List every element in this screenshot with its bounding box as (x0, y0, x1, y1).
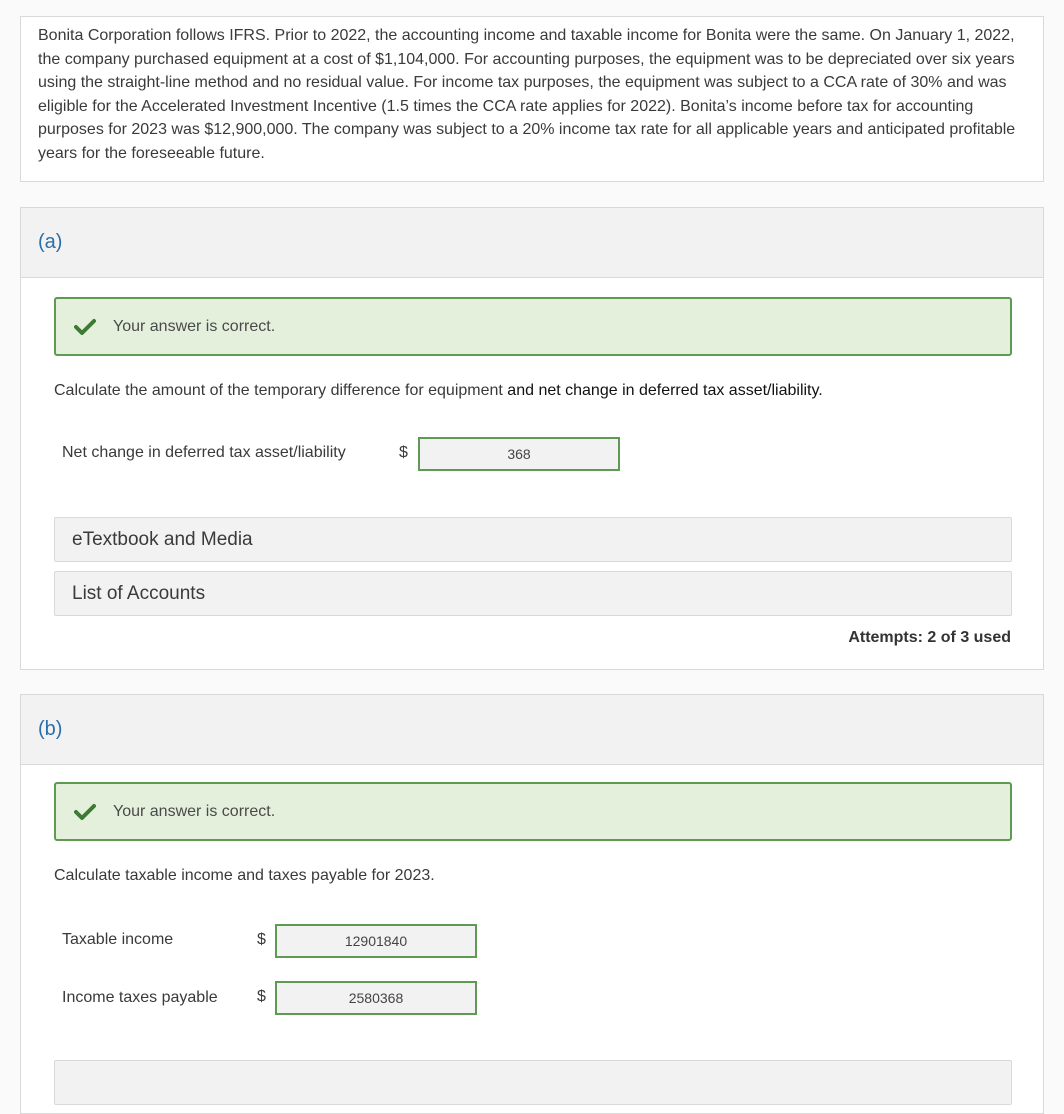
income-taxes-payable-currency: $ (257, 988, 266, 1005)
problem-statement-card (20, 16, 1044, 182)
part-a-instruction-emphasis: and net change in deferred tax asset/liability. (507, 382, 823, 399)
attempts-counter: Attempts: 2 of 3 used (848, 629, 1011, 646)
part-b-correct-banner (54, 782, 1012, 841)
part-a-header (21, 208, 1043, 278)
part-b-label: (b) (38, 718, 63, 740)
part-a-instruction-text: Calculate the amount of the temporary difference for equipment (54, 382, 508, 399)
part-b-header (21, 695, 1043, 765)
income-taxes-payable-label: Income taxes payable (62, 989, 218, 1006)
part-a-instruction (54, 382, 823, 400)
net-change-label: Net change in deferred tax asset/liability (62, 444, 346, 461)
list-of-accounts-button[interactable]: List of Accounts (54, 571, 1012, 616)
net-change-currency: $ (399, 444, 408, 461)
etextbook-media-button[interactable]: eTextbook and Media (54, 517, 1012, 562)
problem-text: Bonita Corporation follows IFRS. Prior to 2022, the accounting income and taxable income for Bonita were the same. On January 1, 2022, the company purchased equipment at a cost of $1,104,000. For accounting purposes, the equipment was to be depreciated over six years using the straight-line method and no residual value. For income tax purposes, the equipment was subject to a CCA rate of 30% and was eligible for the Accelerated Investment Incentive (1.5 times the CCA rate applies for 2022). Bonita’s income before tax for accounting purposes for 2023 was $12,900,000. The company was subject to a 20% income tax rate for all applicable years and anticipated profitable years for the foreseeable future. (38, 27, 1016, 162)
income-taxes-payable-input[interactable]: 2580368 (275, 981, 477, 1015)
checkmark-icon (74, 318, 96, 336)
part-a-card (20, 207, 1044, 670)
part-b-feedback-text: Your answer is correct. (113, 802, 276, 820)
part-a-correct-banner (54, 297, 1012, 356)
checkmark-icon (74, 803, 96, 821)
net-change-input[interactable]: 368 (418, 437, 620, 471)
taxable-income-input[interactable]: 12901840 (275, 924, 477, 958)
taxable-income-label: Taxable income (62, 931, 174, 948)
part-a-label: (a) (38, 231, 63, 253)
part-b-card (20, 694, 1044, 1114)
part-b-etextbook-media-button[interactable] (54, 1060, 1012, 1105)
part-b-instruction: Calculate taxable income and taxes payable for 2023. (54, 867, 435, 884)
taxable-income-currency: $ (257, 931, 266, 948)
part-a-feedback-text: Your answer is correct. (113, 317, 276, 335)
